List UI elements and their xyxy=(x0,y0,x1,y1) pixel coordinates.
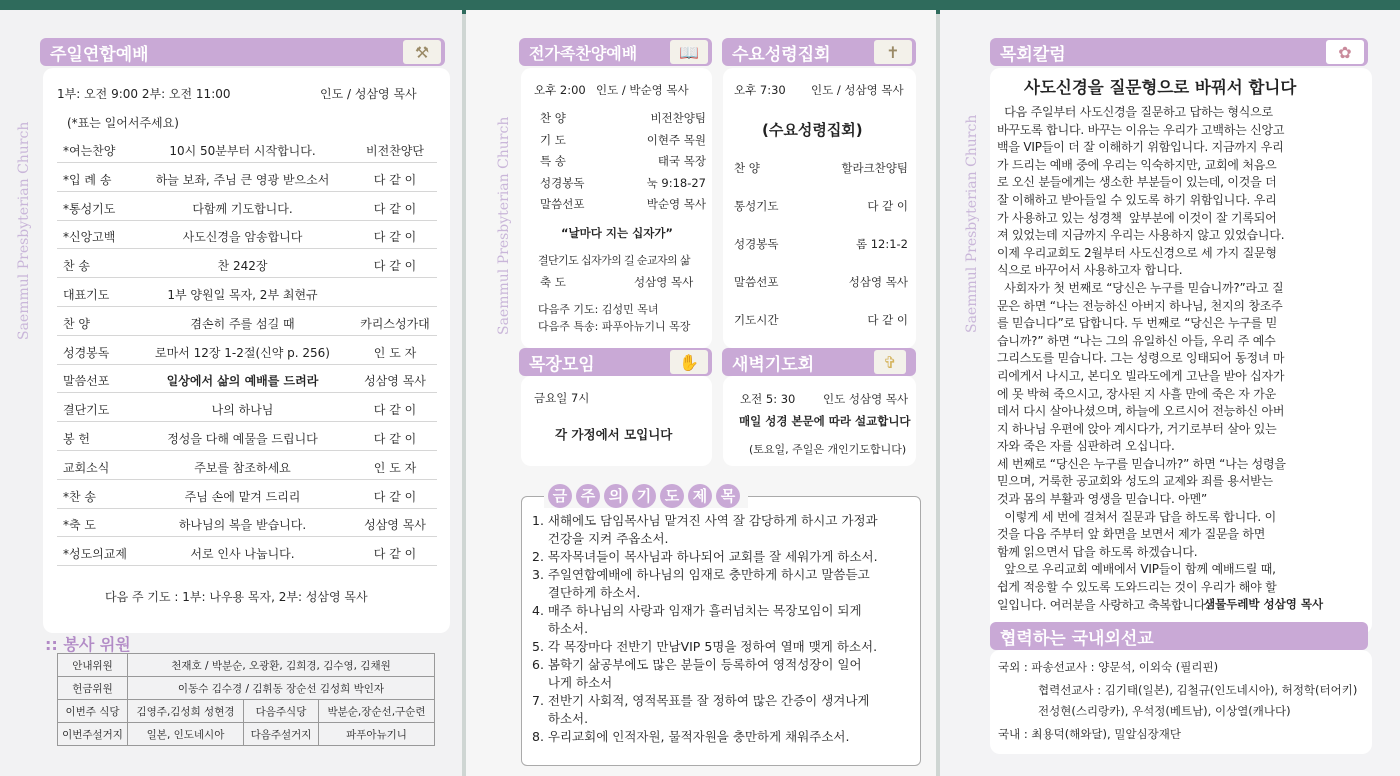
sunday-note: (*표는 일어서주세요) xyxy=(67,116,179,130)
dawn-title: 새벽기도회 xyxy=(732,354,815,375)
sunday-title: 주일연합예배 xyxy=(50,44,149,65)
book-icon: 📖 xyxy=(670,40,708,64)
cell-header xyxy=(519,348,712,376)
table-row xyxy=(58,677,435,700)
order-content: 10시 50분부터 시작합니다. xyxy=(169,144,316,158)
prayer-item: 나게 하소서 xyxy=(532,675,613,690)
order-content: 일상에서 삶의 예배를 드려라 xyxy=(166,374,319,389)
order-person: 다 같 이 xyxy=(373,432,417,446)
missions-line: 국외 : 파송선교사 : 양문석, 이외숙 (필리핀) xyxy=(998,660,1219,674)
order-label: 말씀선포 xyxy=(734,275,779,289)
dawn-header xyxy=(722,348,916,376)
order-content: 하나님의 복을 받습니다. xyxy=(178,518,307,533)
order-label: 기도시간 xyxy=(734,313,779,327)
column-line: 그리스도를 믿습니다. 그는 성령으로 잉태되어 동정녀 마 xyxy=(997,351,1285,366)
family-praise-next-prayer: 다음주 기도: 김성민 목녀 xyxy=(538,303,659,316)
order-label: 찬 양 xyxy=(540,111,566,125)
order-label: 말씀선포 xyxy=(540,197,585,211)
table-cell: 박분순,장순선,구순련 xyxy=(318,700,434,723)
order-person: 비전찬양팀 xyxy=(650,111,706,125)
cross-icon: ✞ xyxy=(874,350,906,374)
order-label: 성경봉독 xyxy=(734,237,779,251)
row-divider xyxy=(57,162,437,163)
column-line: 함께 읽으면서 답을 하도록 하겠습니다. xyxy=(997,544,1198,559)
order-content: 정성을 다해 예물을 드립니다 xyxy=(167,432,318,446)
dawn-leader: 인도 성삼영 목사 xyxy=(823,392,909,406)
prayer-item: 하소서. xyxy=(532,621,589,636)
column-line: 잘 이해하고 받아들일 수 있도록 하기 위함입니다. 우리 xyxy=(997,192,1277,207)
prayer-title-char: 주 xyxy=(576,484,600,508)
sunday-header xyxy=(40,38,445,66)
table-cell: 다음주식당 xyxy=(244,700,319,723)
volunteers-title: :: 봉사 위원 xyxy=(45,635,131,654)
row-divider xyxy=(57,450,437,451)
prayer-item: 4. 매주 하나님의 사랑과 임재가 흘러넘치는 목장모임이 되게 xyxy=(532,603,862,618)
missions-line: 전성현(스리랑카), 우석정(베트남), 이상열(캐나다) xyxy=(1038,704,1291,718)
dawn-time: 오전 5: 30 xyxy=(740,392,796,406)
order-label: 찬 양 xyxy=(734,161,760,175)
missions-title: 협력하는 국내외선교 xyxy=(1000,628,1154,649)
prayer-title-char: 금 xyxy=(548,484,572,508)
order-content: 찬 242장 xyxy=(217,259,268,274)
order-label: *찬 송 xyxy=(63,489,96,504)
prayer-item: 6. 봄학기 삶공부에도 많은 분들이 등록하여 영적성장이 일어 xyxy=(532,657,862,672)
order-person: 다 같 이 xyxy=(867,313,908,327)
table-cell: 안내위원 xyxy=(58,654,128,677)
order-person: 비전찬양단 xyxy=(366,144,424,158)
church-name-vertical: Saemmul Presbyterian Church xyxy=(496,116,512,335)
family-praise-decision: 결단기도 십자가의 길 순교자의 삶 xyxy=(538,254,690,267)
volunteers-table xyxy=(57,653,435,746)
column-line: 것과 몸의 부활과 영생을 믿습니다. 아멘” xyxy=(997,492,1207,507)
order-label: 찬 송 xyxy=(63,259,90,274)
column-line: 가 사용하고 있는 성경책 앞부분에 이것이 잘 기록되어 xyxy=(997,210,1277,225)
wednesday-title: 수요성령집회 xyxy=(732,44,831,65)
table-row xyxy=(58,654,435,677)
column-line: 세 번째로 “당신은 누구를 믿습니까?” 하면 “나는 성령을 xyxy=(997,456,1286,471)
order-person: 인 도 자 xyxy=(373,345,417,360)
church-name-vertical: Saemmul Presbyterian Church xyxy=(16,121,32,340)
order-person: 인 도 자 xyxy=(373,460,417,475)
wednesday-header xyxy=(722,38,916,66)
column-line: 지 하나님 우편에 앉아 계시다가, 거기로부터 살아 있는 xyxy=(997,421,1277,436)
missions-line: 국내 : 최용덕(해와달), 밀알심장재단 xyxy=(998,727,1181,741)
column-line: 로 오신 분들에게는 생소한 부분들이 있는데, 이것을 더 xyxy=(997,175,1277,190)
column-line: 백을 VIP들이 더 잘 이해하기 위함입니다. 지금까지 우리 xyxy=(997,140,1284,155)
order-person: 다 같 이 xyxy=(373,547,417,562)
prayer-item: 5. 각 목장마다 전반기 만남VIP 5명을 정하여 열매 맺게 하소서. xyxy=(532,639,878,654)
family-praise-header xyxy=(519,38,712,66)
prayer-item: 3. 주일연합예배에 하나님의 임재로 충만하게 하시고 말씀듣고 xyxy=(532,567,870,582)
prayer-item: 7. 전반기 사회적, 영적목표를 잘 정하여 많은 간증이 생겨나게 xyxy=(532,693,870,708)
prayer-item: 건강을 지켜 주옵소서. xyxy=(532,531,669,546)
order-label: 통성기도 xyxy=(734,199,779,213)
praying-hands-icon: ✋ xyxy=(670,350,708,374)
prayer-item: 1. 새해에도 담임목사님 맡겨진 사역 잘 감당하게 하시고 가정과 xyxy=(532,513,878,528)
family-praise-benediction-person: 성삼영 목사 xyxy=(634,275,694,289)
column-line: 자와 죽은 자를 심판하려 오십니다. xyxy=(997,439,1175,454)
dawn-text: 매일 성경 본문에 따라 설교합니다 xyxy=(739,414,911,428)
column-line: 다음 주일부터 사도신경을 질문하고 답하는 형식으로 xyxy=(997,105,1273,119)
order-person: 성삼영 목사 xyxy=(848,275,908,289)
sunday-leader: 인도 / 성삼영 목사 xyxy=(320,87,417,101)
table-cell: 이번주 식당 xyxy=(58,700,128,723)
order-content: 하늘 보좌, 주님 큰 영광 받으소서 xyxy=(155,172,330,187)
order-content: 주님 손에 맡겨 드리리 xyxy=(184,489,301,504)
order-content: 1부 양원일 목자, 2부 최현규 xyxy=(167,288,318,302)
family-praise-next-special: 다음주 특송: 파푸아뉴기니 목장 xyxy=(538,320,691,333)
column-line: 사회자가 첫 번째로 “당신은 누구를 믿습니까?”라고 질 xyxy=(997,280,1284,295)
column-line: 이제 우리교회도 2월부터 사도신경으로 세 가지 질문형 xyxy=(997,245,1277,260)
column-line: 것을 다음 주부터 앞 화면을 보면서 제가 질문을 하면 xyxy=(997,527,1266,542)
order-label: 기 도 xyxy=(540,132,566,147)
order-label: *여는찬양 xyxy=(63,144,116,158)
family-praise-title: 전가족찬양예배 xyxy=(529,43,638,63)
column-line: 바꾸도록 합니다. 바꾸는 이유는 우리가 고백하는 신앙고 xyxy=(997,122,1285,137)
order-person: 다 같 이 xyxy=(373,172,417,187)
order-label: 찬 양 xyxy=(63,316,90,331)
sunday-service-time: 1부: 오전 9:00 2부: 오전 11:00 xyxy=(57,87,231,101)
order-person: 다 같 이 xyxy=(867,199,908,213)
cell-title: 목장모임 xyxy=(529,354,595,375)
order-person: 박순영 목사 xyxy=(646,197,706,211)
order-person: 롬 12:1-2 xyxy=(855,237,908,251)
column-line: 앞으로 우리교회 예배에서 VIP들이 함께 예배드릴 때, xyxy=(997,562,1276,577)
table-cell: 다음주설거지 xyxy=(244,723,319,746)
family-praise-sermon: “날마다 지는 십자가” xyxy=(561,226,673,240)
order-content: 로마서 12장 1-2절(신약 p. 256) xyxy=(155,345,330,360)
order-person: 성삼영 목사 xyxy=(364,518,426,533)
prayer-title-char: 기 xyxy=(632,484,656,508)
panel-sunday xyxy=(0,10,462,776)
column-line: 에 못 박혀 죽으시고, 장사된 지 사흘 만에 죽은 자 가운 xyxy=(997,386,1276,401)
order-person: 다 같 이 xyxy=(373,201,417,216)
column-line: 데서 다시 살아나셨으며, 하늘에 오르시어 전능하신 아버 xyxy=(997,404,1285,419)
row-divider xyxy=(57,364,437,365)
column-title: 목회칼럼 xyxy=(1000,44,1066,65)
table-cell: 이번주설거지 xyxy=(58,723,128,746)
table-row xyxy=(58,723,435,746)
prayer-title-char: 목 xyxy=(716,484,740,508)
row-divider xyxy=(57,479,437,480)
row-divider xyxy=(57,508,437,509)
row-divider xyxy=(57,306,437,307)
order-person: 할라크찬양팀 xyxy=(841,161,908,175)
column-line: 식으로 바꾸어서 사용하고자 합니다. xyxy=(997,263,1183,278)
order-label: 대표기도 xyxy=(63,288,110,302)
prayer-list xyxy=(532,512,922,746)
row-divider xyxy=(57,392,437,393)
order-label: 특 송 xyxy=(540,154,566,168)
table-row xyxy=(58,700,435,723)
order-label: 성경봉독 xyxy=(63,345,110,360)
order-content: 서로 인사 나눕니다. xyxy=(190,547,295,562)
prayer-item: 결단하게 하소서. xyxy=(532,585,641,600)
cell-text: 각 가정에서 모입니다 xyxy=(555,427,673,442)
order-person: 다 같 이 xyxy=(373,489,417,504)
row-divider xyxy=(57,277,437,278)
column-line: 를 믿습니다”로 답합니다. 두 번째로 “당신은 누구를 믿 xyxy=(997,316,1278,331)
church-name-vertical: Saemmul Presbyterian Church xyxy=(964,114,980,333)
order-label: *신앙고백 xyxy=(63,230,116,245)
family-praise-time: 오후 2:00 xyxy=(534,83,586,97)
row-divider xyxy=(57,536,437,537)
prayer-title xyxy=(544,484,748,508)
cross-icon: ✝ xyxy=(874,40,912,64)
order-content: 나의 하나님 xyxy=(211,403,274,418)
order-person: 다 같 이 xyxy=(373,403,417,418)
column-body xyxy=(997,104,1361,614)
gavel-icon: ⚒ xyxy=(403,40,441,64)
row-divider xyxy=(57,335,437,336)
cell-time: 금요일 7시 xyxy=(534,391,590,405)
prayer-item: 하소서. xyxy=(532,711,589,726)
order-label: 말씀선포 xyxy=(63,374,110,389)
wednesday-heading: (수요성령집회) xyxy=(762,121,863,139)
order-label: *입 례 송 xyxy=(63,172,112,187)
column-line: 일입니다. 여러분을 사랑하고 축복합니다. xyxy=(997,597,1209,612)
row-divider xyxy=(57,565,437,566)
family-praise-leader: 인도 / 박순영 목사 xyxy=(596,83,689,97)
order-content: 사도신경을 암송합니다 xyxy=(182,230,303,245)
missions-line: 협력선교사 : 김기태(일본), 김철규(인도네시아), 허정학(터어키) xyxy=(1038,683,1358,697)
flower-icon: ✿ xyxy=(1326,40,1364,64)
row-divider xyxy=(57,191,437,192)
column-heading: 사도신경을 질문형으로 바꿔서 합니다 xyxy=(1024,78,1297,97)
prayer-item: 8. 우리교회에 인적자원, 물적자원을 충만하게 채워주소서. xyxy=(532,729,850,744)
prayer-title-char: 제 xyxy=(688,484,712,508)
dawn-note: (토요일, 주일은 개인기도합니다) xyxy=(749,443,907,456)
order-label: *축 도 xyxy=(63,518,96,533)
column-line: 쉽게 적응할 수 있도록 도와드리는 것이 우리가 해야 할 xyxy=(997,580,1277,595)
order-content: 다함께 기도합니다. xyxy=(192,201,293,216)
order-label: *통성기도 xyxy=(63,201,116,216)
order-person: 카리스성가대 xyxy=(360,316,430,331)
order-content: 주보를 참조하세요 xyxy=(194,460,291,475)
order-person: 성삼영 목사 xyxy=(364,374,426,389)
table-cell: 천재호 / 박분순, 오광환, 김희경, 김수영, 김채원 xyxy=(128,654,435,677)
prayer-title-char: 도 xyxy=(660,484,684,508)
order-label: *성도의교제 xyxy=(63,547,127,562)
order-person: 태국 목장 xyxy=(657,154,706,168)
table-cell: 김영주,김성희 성현경 xyxy=(128,700,244,723)
order-person: 이현주 목원 xyxy=(646,132,706,147)
column-signature: 샘물두레박 성삼영 목사 xyxy=(1204,597,1324,611)
wednesday-time: 오후 7:30 xyxy=(734,83,786,97)
table-cell: 헌금위원 xyxy=(58,677,128,700)
table-cell: 파푸아뉴기니 xyxy=(318,723,434,746)
column-line: 문은 하면 “나는 전능하신 아버지 하나님, 천지의 창조주 xyxy=(997,298,1283,313)
prayer-title-char: 의 xyxy=(604,484,628,508)
order-label: 봉 헌 xyxy=(63,432,90,446)
table-cell: 일본, 인도네시아 xyxy=(128,723,244,746)
order-person: 눅 9:18-27 xyxy=(646,175,706,190)
row-divider xyxy=(57,220,437,221)
family-praise-benediction-label: 축 도 xyxy=(540,275,566,289)
row-divider xyxy=(57,248,437,249)
row-divider xyxy=(57,421,437,422)
panel-weekly xyxy=(466,10,936,776)
column-line: 믿으며, 거룩한 공교회와 성도의 교제와 죄를 용서받는 xyxy=(997,474,1273,489)
order-label: 교회소식 xyxy=(63,460,110,475)
column-line: 리에게서 나시고, 본디오 빌라도에게 고난을 받아 십자가 xyxy=(997,368,1285,383)
prayer-item: 2. 목자목녀들이 목사님과 하나되어 교회를 잘 세워가게 하소서. xyxy=(532,549,878,564)
column-line: 습니까?” 하면 “나는 그의 유일하신 아들, 우리 주 예수 xyxy=(997,333,1276,348)
wednesday-leader: 인도 / 성삼영 목사 xyxy=(811,83,904,97)
column-line: 져 있었는데 지금까지 우리는 사용하지 않고 있었습니다. xyxy=(997,228,1285,243)
table-cell: 이동수 김수경 / 김휘동 장순선 김성희 박인자 xyxy=(128,677,435,700)
column-line: 가 드리는 예배 중에 우리는 익숙하지만, 교회에 처음으 xyxy=(997,157,1277,172)
column-header xyxy=(990,38,1368,66)
order-content: 겸손히 주를 섬길 때 xyxy=(190,316,295,331)
order-person: 다 같 이 xyxy=(373,259,417,274)
order-label: 결단기도 xyxy=(63,403,110,418)
panel-column xyxy=(940,10,1400,776)
order-person: 다 같 이 xyxy=(373,230,417,245)
sunday-next-week: 다음 주 기도 : 1부: 나우용 목자, 2부: 성삼영 목사 xyxy=(105,590,368,604)
column-line: 이렇게 세 번에 걸쳐서 질문과 답을 하도록 합니다. 이 xyxy=(997,509,1276,524)
order-label: 성경봉독 xyxy=(540,175,585,190)
missions-header xyxy=(990,622,1368,650)
